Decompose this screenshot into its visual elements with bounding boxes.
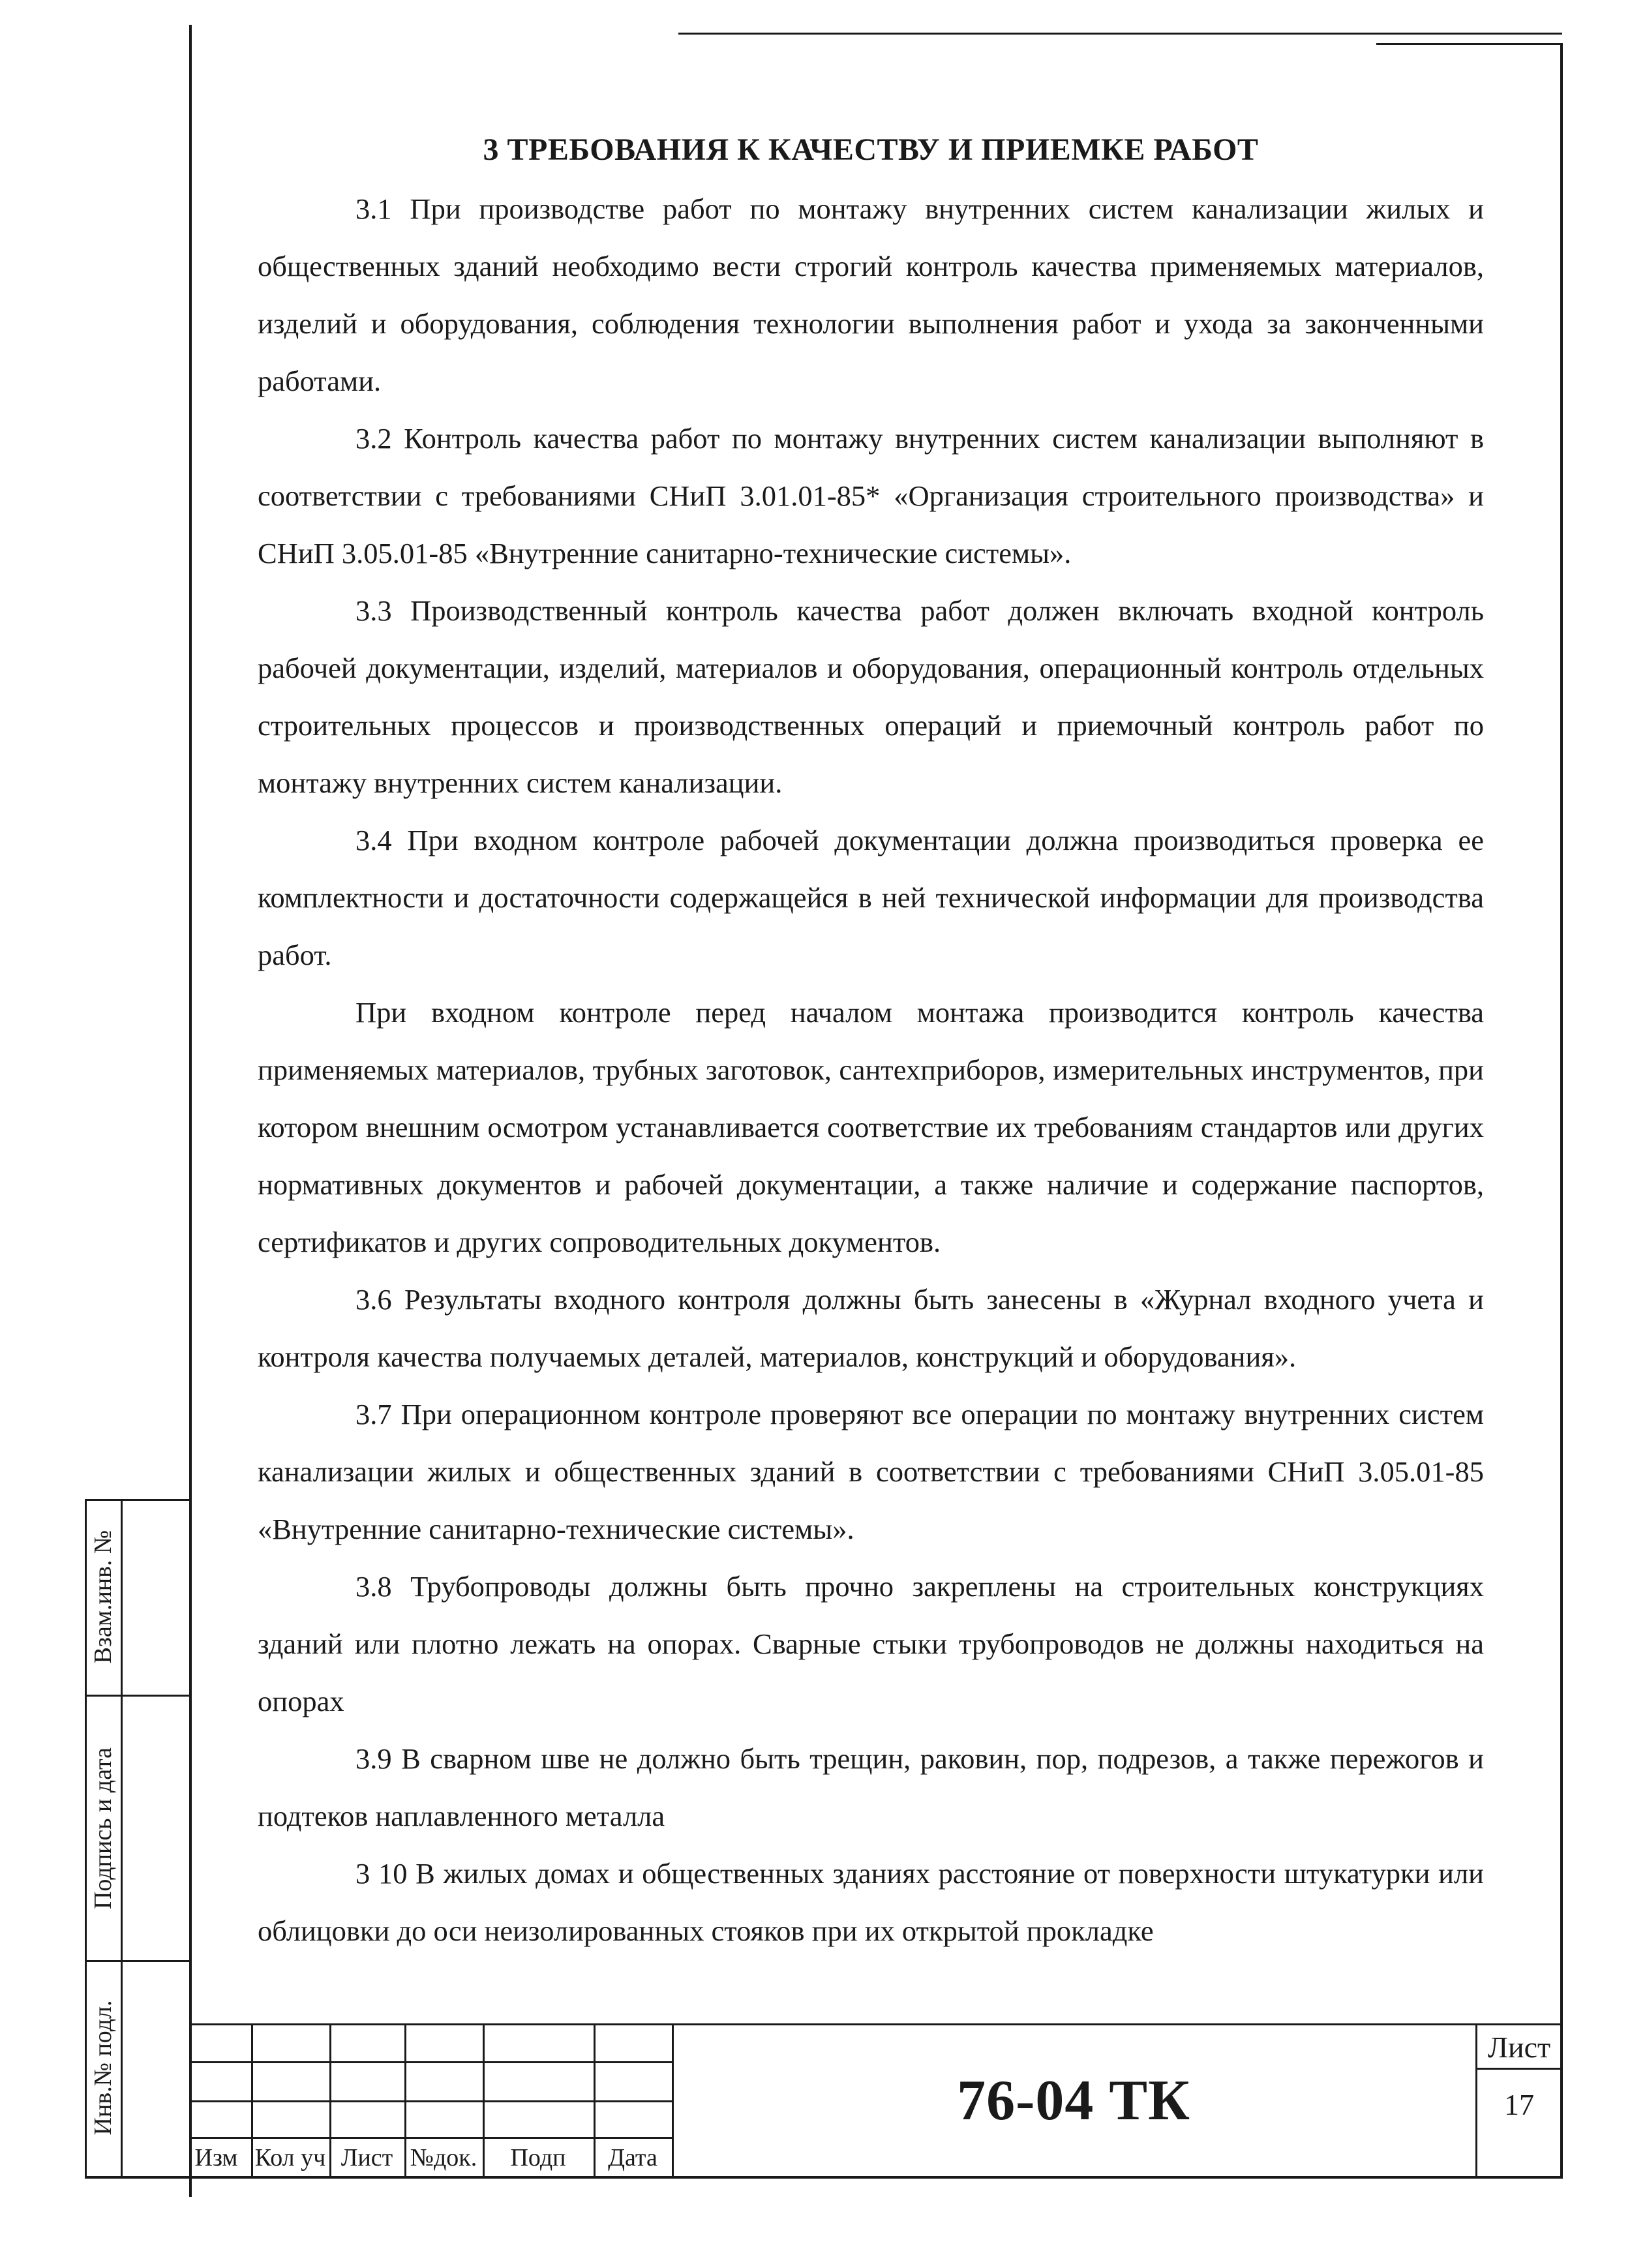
document-body [258,124,1484,1959]
paragraph-3-2: 3.2 Контроль качества работ по монтажу внутренних систем канализации выполняют в соответствии с требованиями СНиП 3.01.01-85* «Организация строительного производства» и СНиП 3.05.01-85 «Внутренние санитарно-технические системы». [258,422,1484,569]
frame-bottom-border [85,2176,1563,2179]
paragraph-3-10: 3 10 В жилых домах и общественных зданиях расстояние от поверхности штукатурки или облицовки до оси неизолированных стояков при их открытой прокладке [258,1857,1484,1947]
title-block-col-podp: Подп [510,2144,566,2171]
frame-top-border-right [1376,43,1562,45]
paragraph-3-7: 3.7 При операционном контроле проверяют все операции по монтажу внутренних систем канализации жилых и общественных зданий в соответствии с требованиями СНиП 3.05.01-85 «Внутренние санитарно-технические системы». [258,1398,1484,1545]
side-strip-mid-line [121,1499,123,2177]
document-code: 76-04 ТК [957,2069,1190,2132]
paragraph-3-3: 3.3 Производственный контроль качества работ должен включать входной контроль рабочей документации, изделий, материалов и оборудования, операционный контроль отдельных строительных процессов и производственных операций и приемочный контроль работ по монтажу внутренних систем канализации. [258,594,1484,799]
paragraph-3-1: 3.1 При производстве работ по монтажу внутренних систем канализации жилых и общественных зданий необходимо вести строгий контроль качества применяемых материалов, изделий и оборудования, соблюдения технологии выполнения работ и ухода за законченными работами. [258,192,1484,397]
paragraph-3-6: 3.6 Результаты входного контроля должны быть занесены в «Журнал входного учета и контроля качества получаемых деталей, материалов, конструкций и оборудования». [258,1283,1484,1373]
title-block-col-kol-uch: Кол уч [254,2144,326,2171]
title-block-col-izm: Изм [194,2144,238,2171]
title-block-row-line [189,2137,672,2139]
paragraph-3-9: 3.9 В сварном шве не должно быть трещин, раковин, пор, подрезов, а также пережогов и подтеков наплавленного металла [258,1742,1484,1832]
frame-right-border [1560,43,1563,2176]
title-block-row-line [189,2061,672,2063]
title-block-row-line [189,2100,672,2102]
title-block-col-data: Дата [608,2144,657,2171]
paragraph-input-control: При входном контроле перед началом монтажа производится контроль качества применяемых материалов, трубных заготовок, сантехприборов, измерительных инструментов, при котором внешним осмотром устанавливается соответствие их требованиям стандартов или других нормативных документов и рабочей документации, а также наличие и содержание паспортов, сертификатов и других сопроводительных документов. [258,996,1484,1258]
side-label-signature-date: Подпись и дата [89,1747,117,1910]
title-block-col-ndok: №док. [410,2144,477,2171]
frame-left-border [189,25,192,2197]
side-strip-divider [85,1695,189,1697]
sheet-label: Лист [1487,2031,1551,2064]
sheet-number: 17 [1504,2088,1534,2121]
paragraph-3-4: 3.4 При входном контроле рабочей документации должна производиться проверка ее комплектности и достаточности содержащейся в ней технической информации для производства работ. [258,824,1484,971]
side-label-original-inv: Инв.№ подл. [89,2000,117,2136]
title-block-top-line [189,2023,1563,2025]
section-title: 3 ТРЕБОВАНИЯ К КАЧЕСТВУ И ПРИЕМКЕ РАБОТ [483,132,1259,167]
side-label-replacement-inv: Взам.инв. № [89,1530,117,1664]
side-strip-divider [85,1960,189,1962]
title-block-col-list: Лист [340,2144,393,2171]
frame-top-border [678,33,1562,35]
paragraph-3-8: 3.8 Трубопроводы должны быть прочно закреплены на строительных конструкциях зданий или плотно лежать на опорах. Сварные стыки трубопроводов не должны находиться на опорах [258,1570,1484,1717]
